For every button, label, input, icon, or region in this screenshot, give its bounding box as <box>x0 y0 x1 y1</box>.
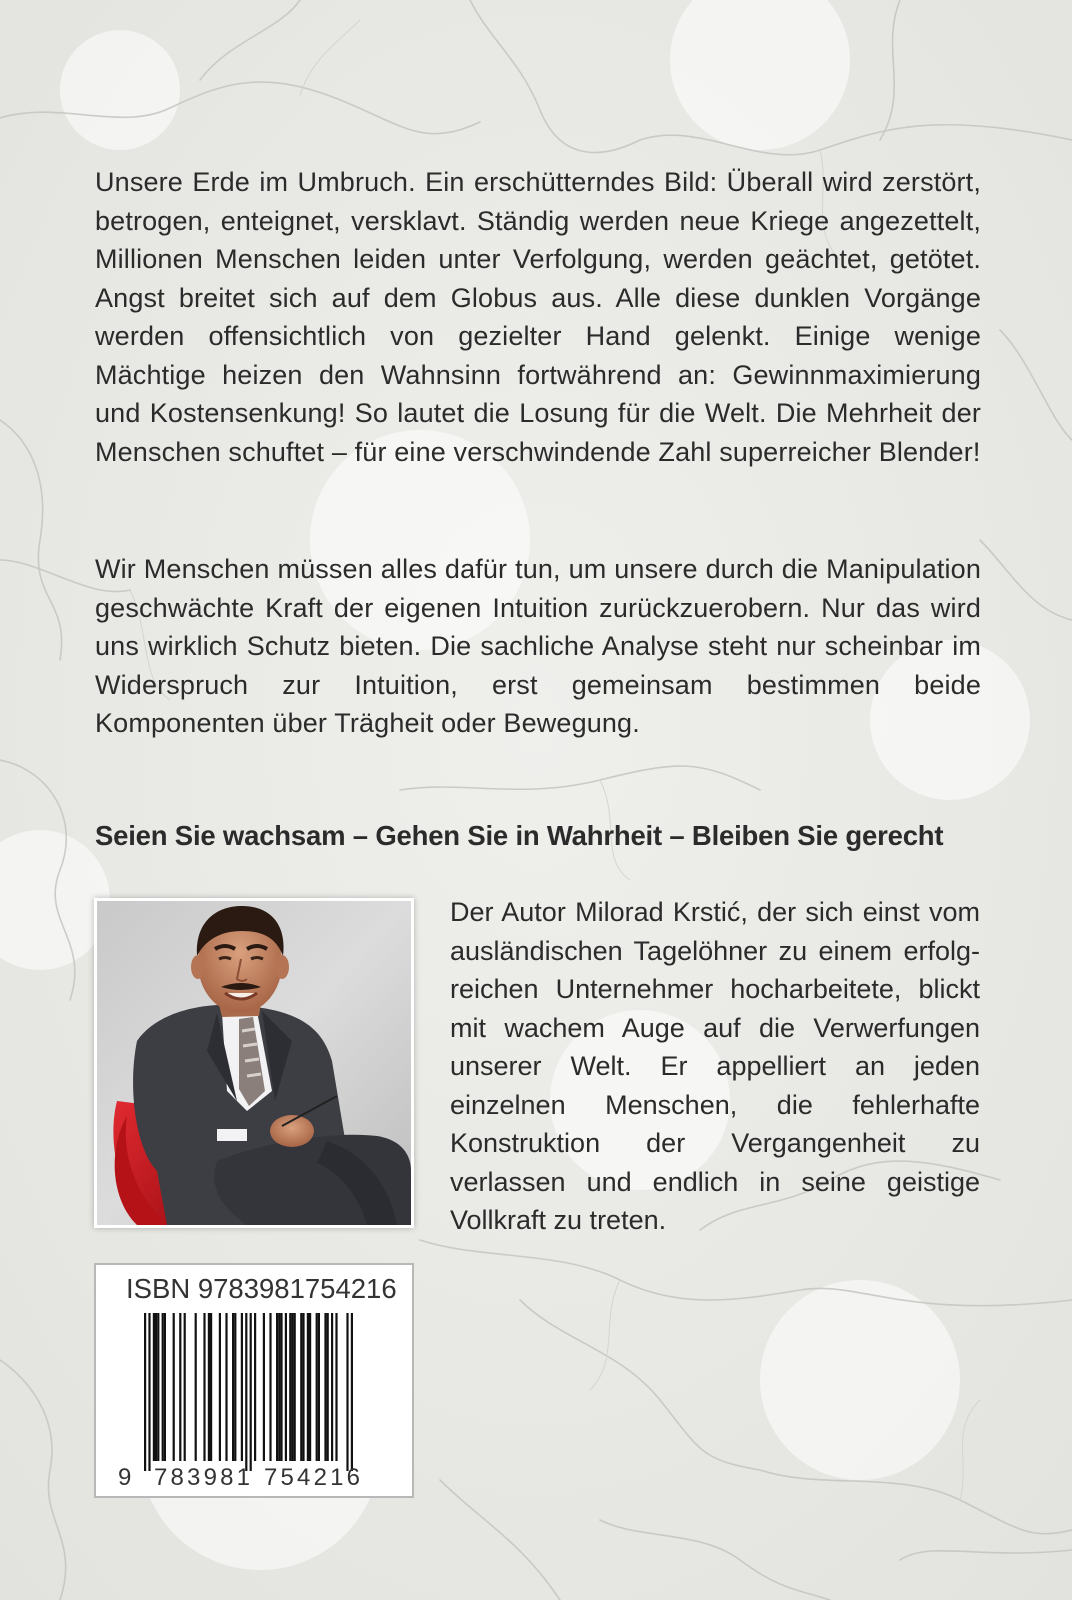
barcode-bar <box>335 1313 337 1461</box>
barcode <box>116 1313 396 1489</box>
barcode-bar <box>254 1313 256 1461</box>
author-portrait-illustration <box>97 901 411 1225</box>
barcode-bar <box>294 1313 296 1461</box>
barcode-bar <box>234 1313 236 1461</box>
barcode-bar <box>278 1313 280 1461</box>
barcode-first-digit: 9 <box>118 1464 132 1489</box>
barcode-right-digits: 754216 <box>264 1464 360 1489</box>
author-photo <box>94 898 414 1228</box>
barcode-bar <box>318 1313 320 1461</box>
barcode-bar <box>148 1313 150 1471</box>
barcode-bar <box>289 1313 291 1461</box>
barcode-bar <box>241 1313 243 1461</box>
barcode-bar <box>179 1313 181 1461</box>
barcode-bar <box>155 1313 157 1461</box>
barcode-bar <box>250 1313 252 1471</box>
blurb-paragraph-2: Wir Menschen müssen alles dafür tun, um unsere durch die Manipulation geschwächte Kraft der eigenen Intuition zurückzuerobern. Nur das wird uns wirklich Schutz bieten. Die sachliche Analyse steht nur scheinbar im Widerspruch zur Intuition, erst gemeinsam bestimmen beide Komponenten über Trägheit oder Bewegung. <box>95 554 981 738</box>
barcode-bar <box>162 1313 164 1461</box>
barcode-bar <box>173 1313 175 1461</box>
isbn-label: ISBN 9783981754216 <box>126 1273 397 1304</box>
barcode-bar <box>153 1313 155 1461</box>
isbn-barcode-box <box>94 1263 414 1498</box>
barcode-bar <box>316 1313 318 1461</box>
barcode-bar <box>269 1313 271 1461</box>
barcode-bar <box>203 1313 205 1461</box>
motto-heading: Seien Sie wachsam – Gehen Sie in Wahrheit – Bleiben Sie gerecht <box>95 820 944 851</box>
barcode-bar <box>327 1313 329 1461</box>
blurb-paragraph-1: Unsere Erde im Umbruch. Ein erschütterndes Bild: Überall wird zerstört, betrogen, enteignet, versklavt. Ständig werden neue Kriege angezettelt, Millionen Menschen leiden unter Verfolgung, werden geächtet, getötet. Angst breitet sich auf dem Globus aus. Alle diese dunklen Vorgänge werden offensichtlich von gezielter Hand gelenkt. Einige wenige Mächtige heizen den Wahnsinn fortwährend an: Gewinnmaximierung und Kostensenkung! So lautet die Losung für die Welt. Die Mehrheit der Menschen schuftet – für eine verschwindende Zahl superreicher Blender! <box>95 167 981 467</box>
author-bio: Der Autor Milorad Krstić, der sich einst vom ausländischen Tagelöhner zu einem erfolgreichen Unternehmer hocharbeitete, blickt mit wachem Auge auf die Verwerfungen unserer Welt. Er appelliert an jeden einzelnen Menschen, die fehlerhafte Konstruktion der Vergangenheit zu verlassen und endlich in seine geistige Vollkraft zu treten. <box>450 897 980 1235</box>
barcode-bar <box>210 1313 212 1461</box>
barcode-bar <box>291 1313 293 1461</box>
barcode-bar <box>324 1313 326 1461</box>
barcode-bar <box>225 1313 227 1461</box>
barcode-bar <box>276 1313 278 1461</box>
barcode-bar <box>184 1313 186 1461</box>
barcode-bar <box>346 1313 348 1471</box>
barcode-bar <box>245 1313 247 1471</box>
barcode-bar <box>144 1313 146 1471</box>
barcode-bar <box>309 1313 311 1461</box>
barcode-bar <box>307 1313 309 1461</box>
barcode-bar <box>232 1313 234 1461</box>
barcode-bar <box>351 1313 353 1471</box>
barcode-bar <box>302 1313 304 1461</box>
barcode-left-digits: 783981 <box>154 1464 250 1489</box>
barcode-bar <box>300 1313 302 1461</box>
barcode-bar <box>331 1313 333 1461</box>
barcode-bar <box>263 1313 265 1461</box>
barcode-bar <box>219 1313 221 1461</box>
barcode-bar <box>208 1313 210 1461</box>
barcode-bar <box>280 1313 282 1461</box>
barcode-bar <box>285 1313 287 1461</box>
barcode-bar <box>195 1313 197 1461</box>
barcode-bar <box>164 1313 166 1461</box>
barcode-bar <box>157 1313 159 1461</box>
barcode-bars <box>144 1313 353 1471</box>
